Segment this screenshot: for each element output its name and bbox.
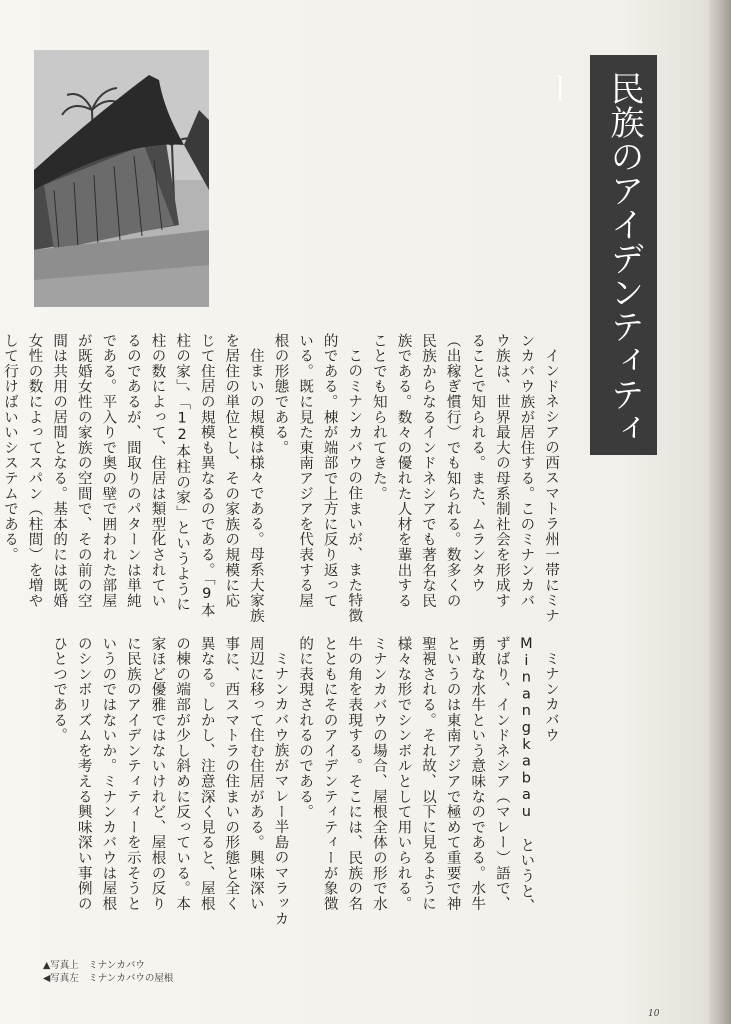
paragraph: インドネシアの西スマトラ州一帯にミナンカバウ族が居住する。このミナンカバウ族は、世界最大の母系制社会を形成することで知られる。また、ムランタウ（出稼ぎ慣行）でも知られる。数多くの民族からなるインドネシアでも著名な民族である。数々の優れた人材を輩出することでも知られてきた。 <box>370 333 559 623</box>
page-edge <box>709 0 731 1024</box>
photo-captions <box>43 959 173 985</box>
caption-top-photo: ▲写真上 ミナンカバウ <box>43 960 145 971</box>
paragraph: ミナンカバウ族がマレー半島のマラッカ周辺に移って住む住居がある。興味深い事に、西スマトラの住まいの形態と全く異なる。しかし、注意深く見ると、屋根の棟の端部が少し斜めに反っている。本家ほど優雅ではないけれど、屋根の反りに民族のアイデンティティーを示そうというのではないか。ミナンカバウは屋根のシンボリズムを考える興味深い事例のひとつである。 <box>51 636 289 926</box>
body-text-upper <box>1 333 563 623</box>
body-text-lower <box>51 636 563 926</box>
page-title: 民族のアイデンティティー <box>537 71 644 445</box>
paragraph: 住まいの規模は様々である。母系大家族を居住の単位とし、その家族の規模に応じて住居の規模も異なるのである。「9本柱の家」、「12本柱の家」というように柱の数によって、住居は類型化されているのであるが、間取りのパターンは単純である。平入りで奥の壁で囲われた部屋が既婚女性の家族の空間で、その前の空間は共用の居間となる。基本的には既婚女性の数によってスパン（柱間）を増やして行けばいいシステムである。 <box>1 333 264 623</box>
paragraph: このミナンカバウの住まいが、また特徴的である。棟が端部で上方に反り返っている。既に見た東南アジアを代表する屋根の形態である。 <box>272 333 363 623</box>
caption-left-photo: ◀写真左 ミナンカバウの屋根 <box>43 973 174 984</box>
title-box <box>537 55 657 455</box>
photo-minangkabau-house <box>34 50 209 307</box>
paragraph: ミナンカバウ Minangkabau というと、ずばり、インドネシア（マレー）語で、勇敢な水牛という意味なのである。水牛というのは東南アジアで極めて重要で神聖視される。それ故、以下に見るように様々な形でシンボルとして用いられる。ミナンカバウの場合、屋根全体の形で水牛の角を表現する。そこには、民族の名とともにそのアイデンティティーが象徴的に表現されるのである。 <box>297 636 559 915</box>
page-number: 10 <box>648 1009 660 1019</box>
